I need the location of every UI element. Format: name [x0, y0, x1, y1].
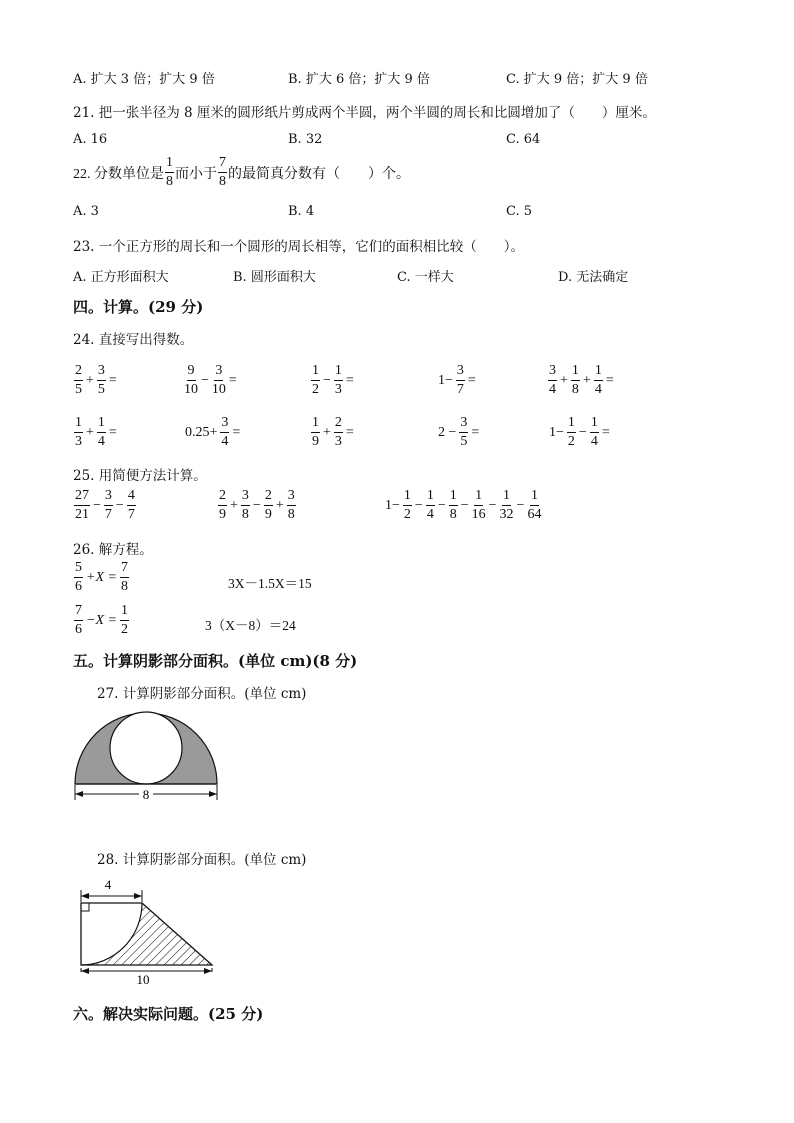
- q27-figure: [65, 706, 230, 806]
- q24-r1-expression-5-fraction-2: $\frac{1}{8}$: [571, 363, 579, 397]
- q24-r2-expression-1-fraction-2: $\frac{1}{4}$: [97, 415, 105, 449]
- q25-expression-3: 1− $\frac{1}{2}$ − $\frac{1}{4}$ − $\frac{1}{8}$ − $\frac{1}{16}$ − $\frac{1}{32}$ − $\frac{1}{64}$: [385, 488, 542, 522]
- q27-arrow-right: [209, 791, 217, 797]
- q22-tail: 的最简真分数有（ ）个。: [228, 166, 410, 182]
- q23-option-c: C. 一样大: [397, 270, 454, 285]
- q24-r1-expression-1-fraction-2: $\frac{3}{5}$: [97, 363, 105, 397]
- q24-r2-expression-4-fraction-1: $\frac{3}{5}$: [460, 415, 468, 449]
- q21-option-a: A. 16: [73, 132, 108, 147]
- q25-expression-2-fraction-3: $\frac{2}{9}$: [264, 488, 272, 522]
- q22-fraction-2: $\frac{7}{8}$: [219, 155, 226, 189]
- q24-r1-expression-3-fraction-2: $\frac{1}{3}$: [334, 363, 342, 397]
- q22-lead: 22. 分数单位是: [73, 166, 164, 182]
- q24-r2-expression-5: 1− $\frac{1}{2}$ − $\frac{1}{4}$ =: [549, 415, 610, 449]
- q28-right-angle-mark: [81, 903, 89, 911]
- q24-r1-expression-5: $\frac{3}{4}$ + $\frac{1}{8}$ + $\frac{1}{4}$ =: [549, 363, 614, 397]
- q21-option-c: C. 64: [506, 132, 541, 147]
- q22-option-c: C. 5: [506, 204, 533, 219]
- q25-text: 25. 用简便方法计算。: [73, 468, 207, 484]
- q22-text: [73, 156, 410, 189]
- q25-expression-1-fraction-1: $\frac{27}{21}$: [75, 488, 89, 522]
- q22-option-b: B. 4: [288, 204, 315, 219]
- q25-expression-2-fraction-1: $\frac{2}{9}$: [219, 488, 226, 522]
- q27-dimension-label: 8: [142, 787, 150, 802]
- q25-expression-1-fraction-2: $\frac{3}{7}$: [104, 488, 112, 522]
- q24-r2-expression-5-fraction-2: $\frac{1}{4}$: [590, 415, 598, 449]
- q24-r1-expression-1-fraction-1: $\frac{2}{5}$: [75, 363, 82, 397]
- q25-expression-2-fraction-2: $\frac{3}{8}$: [241, 488, 249, 522]
- q25-expression-2-fraction-4: $\frac{3}{8}$: [287, 488, 295, 522]
- q25-expression-3-fraction-2: $\frac{1}{4}$: [426, 488, 434, 522]
- q20-option-c: C. 扩大 9 倍；扩大 9 倍: [506, 72, 648, 87]
- q24-r2-expression-2-fraction-1: $\frac{3}{4}$: [221, 415, 229, 449]
- section-6-heading: 六。解决实际问题。(25 分): [73, 1005, 264, 1023]
- q25-expression-1: $\frac{27}{21}$ − $\frac{3}{7}$ − $\frac{4}{7}$: [75, 488, 135, 522]
- q25-expression-3-fraction-6: $\frac{1}{64}$: [527, 488, 542, 522]
- q24-r1-expression-4: 1− $\frac{3}{7}$ =: [438, 363, 476, 397]
- q24-r2-expression-4: 2 − $\frac{3}{5}$ =: [438, 415, 480, 449]
- q24-r2-expression-5-fraction-1: $\frac{1}{2}$: [567, 415, 575, 449]
- q25-expression-1-fraction-3: $\frac{4}{7}$: [127, 488, 135, 522]
- q27-text: 27. 计算阴影部分面积。(单位 cm): [97, 686, 307, 702]
- q21-option-b: B. 32: [288, 132, 323, 147]
- q28-bottom-label: 10: [136, 972, 150, 987]
- q28-hatched-region: [81, 903, 212, 965]
- q20-option-b: B. 扩大 6 倍；扩大 9 倍: [288, 72, 430, 87]
- q26-equation-1: $\frac{5}{6}$ +X = $\frac{7}{8}$: [75, 560, 128, 594]
- q24-r2-expression-1: $\frac{1}{3}$ + $\frac{1}{4}$ =: [75, 415, 117, 449]
- q24-r1-expression-5-fraction-1: $\frac{3}{4}$: [549, 363, 556, 397]
- q24-r1-expression-2-fraction-1: $\frac{9}{10}$: [184, 363, 198, 397]
- q24-r2-expression-3-fraction-1: $\frac{1}{9}$: [312, 415, 319, 449]
- q24-r1-expression-5-fraction-3: $\frac{1}{4}$: [594, 363, 602, 397]
- q24-r1-expression-3: $\frac{1}{2}$ − $\frac{1}{3}$ =: [312, 363, 354, 397]
- q28-figure: [70, 872, 220, 992]
- q25-expression-2: $\frac{2}{9}$ + $\frac{3}{8}$ − $\frac{2}{9}$ + $\frac{3}{8}$: [219, 488, 295, 522]
- q24-r1-expression-1: $\frac{2}{5}$ + $\frac{3}{5}$ =: [75, 363, 117, 397]
- q24-text: 24. 直接写出得数。: [73, 332, 194, 348]
- q27-inner-circle: [110, 712, 182, 784]
- q24-r2-expression-1-fraction-1: $\frac{1}{3}$: [75, 415, 82, 449]
- q25-expression-3-fraction-5: $\frac{1}{32}$: [499, 488, 514, 522]
- q24-r1-expression-4-fraction-1: $\frac{3}{7}$: [456, 363, 464, 397]
- q24-r1-expression-3-fraction-1: $\frac{1}{2}$: [312, 363, 319, 397]
- q20-option-a: A. 扩大 3 倍；扩大 9 倍: [73, 72, 215, 87]
- q27-arrow-left: [75, 791, 83, 797]
- q24-r1-expression-2: $\frac{9}{10}$ − $\frac{3}{10}$ =: [184, 363, 237, 397]
- q23-option-a: A. 正方形面积大: [73, 270, 169, 285]
- q24-r1-expression-2-fraction-2: $\frac{3}{10}$: [211, 363, 226, 397]
- q24-r2-expression-2: 0.25+ $\frac{3}{4}$ =: [185, 415, 241, 449]
- section-4-heading: 四。计算。(29 分): [73, 298, 204, 316]
- q21-text: 21. 把一张半径为 8 厘米的圆形纸片剪成两个半圆，两个半圆的周长和比圆增加了（ ）厘米。: [73, 105, 656, 121]
- q24-r2-expression-3-fraction-2: $\frac{2}{3}$: [334, 415, 342, 449]
- q28-top-label: 4: [104, 877, 112, 892]
- q26-text: 26. 解方程。: [73, 542, 153, 558]
- q23-option-d: D. 无法确定: [558, 270, 629, 285]
- q22-option-a: A. 3: [73, 204, 99, 219]
- q22-mid: 而小于: [175, 166, 217, 182]
- q23-text: 23. 一个正方形的周长和一个圆形的周长相等，它们的面积相比较（ ）。: [73, 239, 525, 255]
- q25-expression-3-fraction-1: $\frac{1}{2}$: [403, 488, 411, 522]
- q25-expression-3-fraction-3: $\frac{1}{8}$: [449, 488, 457, 522]
- q26-equation-4: 3（X－8）＝24: [205, 618, 296, 633]
- q26-equation-2: 3X－1.5X＝15: [228, 576, 312, 591]
- q22-fraction-1: $\frac{1}{8}$: [166, 155, 173, 189]
- section-5-heading: 五。计算阴影部分面积。(单位 cm)(8 分): [73, 652, 358, 670]
- q24-r2-expression-3: $\frac{1}{9}$ + $\frac{2}{3}$ =: [312, 415, 354, 449]
- q26-equation-3: $\frac{7}{6}$ −X = $\frac{1}{2}$: [75, 603, 128, 637]
- q23-option-b: B. 圆形面积大: [233, 270, 316, 285]
- q28-text: 28. 计算阴影部分面积。(单位 cm): [97, 852, 307, 868]
- q25-expression-3-fraction-4: $\frac{1}{16}$: [471, 488, 486, 522]
